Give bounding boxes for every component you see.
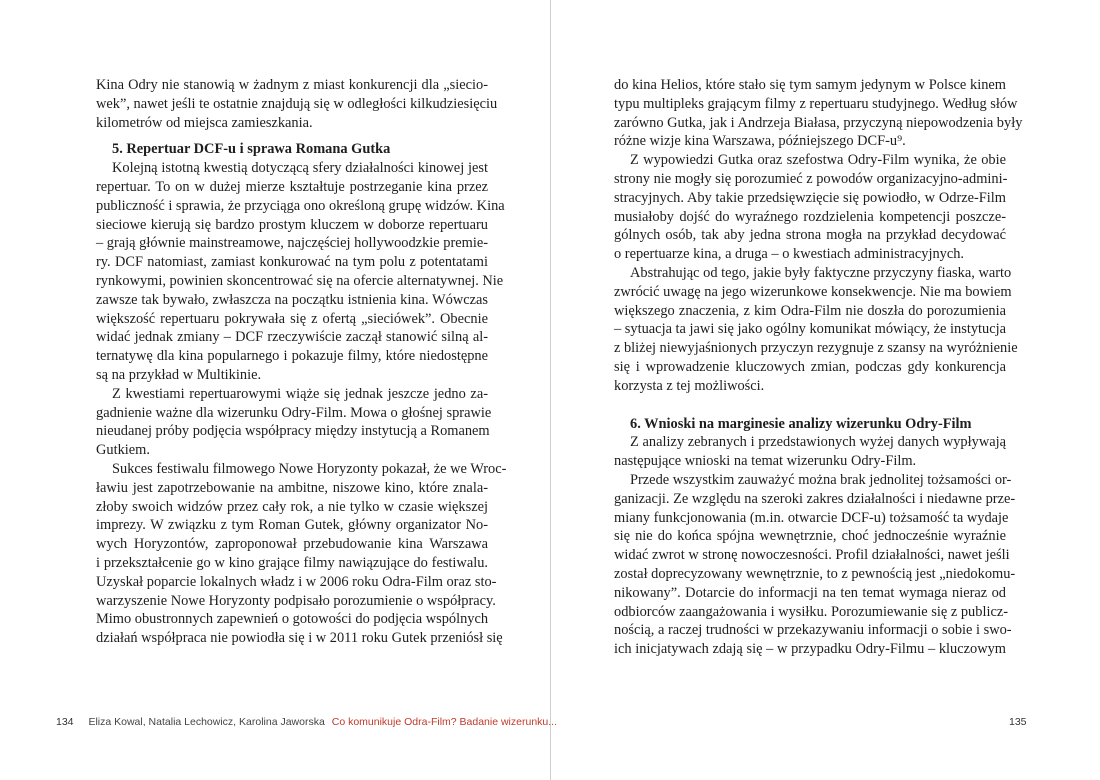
text-line: ternatywę dla kina popularnego i pokazuje filmy, które niedostępne: [96, 348, 488, 365]
text-line: zwrócić uwagę na jego wizerunkowe konsekwencje. Nie ma bowiem: [614, 283, 1012, 300]
left-page-text: [96, 76, 507, 648]
text-line: Przede wszystkim zauważyć można brak jednolitej tożsamości or-: [630, 471, 1012, 488]
page-number: 135: [1009, 716, 1027, 728]
text-line: ganizacji. Ze względu na szeroki zakres działalności i niedawne prze-: [614, 490, 1016, 507]
text-line: Kina Odry nie stanowią w żadnym z miast konkurencji dla „siecio-: [96, 77, 488, 93]
text-line: większego znaczenia, z kim Odra-Film nie doszła do porozumienia: [614, 302, 1006, 319]
text-line: wek”, nawet jeśli te ostatnie znajdują się w odległości kilkudziesięciu: [96, 95, 498, 112]
text-line: korzysta z tej możliwości.: [614, 377, 765, 394]
text-line: kilometrów od miejsca zamieszkania.: [96, 114, 313, 131]
page-number: 134: [56, 716, 74, 728]
text-line: zawsze tak bywało, zwłaszcza na początku istnienia kina. Wówczas: [96, 291, 488, 308]
text-line: Sukces festiwalu filmowego Nowe Horyzonty pokazał, że we Wroc-: [112, 460, 507, 477]
text-line: publiczność i sprawia, że przyciąga ono określoną grupę widzów. Kina: [96, 197, 505, 214]
text-line: Gutkiem.: [96, 442, 150, 459]
text-line: do kina Helios, które stało się tym samym jedynym w Polsce kinem: [614, 77, 1006, 93]
text-line: nością, a raczej trudności w przekazywaniu informacji o sobie i swo-: [614, 622, 1012, 639]
text-line: Abstrahując od tego, jakie były faktyczne przyczyny fiaska, warto: [630, 264, 1012, 281]
text-line: ry. DCF natomiast, zamiast konkurować na tym polu z potentatami: [96, 254, 488, 271]
text-line: następujące wnioski na temat wizerunku Odry-Film.: [614, 453, 917, 470]
text-line: z bliżej niewyjaśnionych przyczyn rezygnuje z szansy na wyróżnienie: [614, 340, 1018, 357]
text-line: i przekształcenie go w kino grające filmy nawiązujące do festiwalu.: [96, 554, 488, 571]
text-line: Mimo obustronnych zapewnień o gotowości do podjęcia wspólnych: [96, 611, 489, 628]
text-line: gólnych osób, tak aby jedna strona mogła na przykład decydować: [614, 227, 1006, 244]
running-head-authors: Eliza Kowal, Natalia Lechowicz, Karolina Jaworska: [88, 716, 325, 728]
paragraph-gap: [614, 396, 1006, 407]
right-page: [551, 0, 1100, 780]
text-line: – grają głównie mainstreamowe, najczęściej hollywoodzkie premie-: [96, 235, 488, 252]
text-line: ich inicjatywach zdają się – w przypadku Odry-Filmu – kluczowym: [614, 641, 1006, 658]
text-line: nieudanej próby podjęcia współpracy między instytucją a Romanem: [96, 423, 490, 440]
text-line: działań współpraca nie powiodła się i w 2011 roku Gutek przeniósł się: [96, 630, 503, 647]
section-heading: 6. Wnioski na marginesie analizy wizerunku Odry-Film: [630, 415, 972, 432]
text-line: się i wprowadzenie kluczowych zmian, podczas gdy konkurencja: [614, 358, 1006, 375]
text-line: są na przykład w Multikinie.: [96, 366, 262, 383]
text-line: o repertuarze kina, a druga – o kwestiach administracyjnych.: [614, 246, 965, 263]
text-line: się nie do końca spójna wewnętrznie, choć jednocześnie wyraźnie: [614, 528, 1006, 545]
text-line: złoby swoich widzów przez cały rok, a nie tylko w czasie większej: [96, 498, 488, 515]
text-line: imprezy. W związku z tym Roman Gutek, główny organizator No-: [96, 517, 488, 534]
running-head-title: Co komunikuje Odra-Film? Badanie wizerunku...: [331, 716, 557, 728]
text-line: – sytuacja ta jawi się jako ogólny komunikat mówiący, że instytucja: [614, 321, 1006, 338]
text-line: Z wypowiedzi Gutka oraz szefostwa Odry-Film wynika, że obie: [630, 152, 1006, 169]
text-line: stracyjnych. Aby takie przedsięwzięcie się powiodło, w Odrze-Film: [614, 189, 1006, 206]
right-page-text: [614, 76, 1023, 659]
text-line: widać zwrot w stronę nowoczesności. Profil działalności, nawet jeśli: [614, 547, 1010, 564]
text-line: wych Horyzontów, zaproponował przebudowanie kina Warszawa: [96, 536, 488, 553]
text-line: miany funkcjonowania (m.in. otwarcie DCF-u) tożsamość ta wydaje: [614, 509, 1009, 526]
text-line: Kolejną istotną kwestią dotyczącą sfery działalności kinowej jest: [112, 160, 488, 177]
text-line: widać jednak zmiany – DCF rzeczywiście zaczął stanowić silną al-: [96, 329, 488, 346]
text-line: rynkowymi, powinien skoncentrować się na ofercie alternatywnej. Nie: [96, 272, 504, 289]
text-line: nikowany”. Dotarcie do informacji na ten temat wymaga nieraz od: [614, 584, 1006, 601]
left-page-footer: [56, 716, 557, 728]
text-line: większość repertuaru pokrywała się z ofertą „sieciówek”. Obecnie: [96, 310, 488, 327]
text-line: sieciowe kierują się bardzo prostym kluczem w doborze repertuaru: [96, 216, 488, 233]
text-line: gadnienie ważne dla wizerunku Odry-Film. Mowa o głośnej sprawie: [96, 404, 492, 421]
text-line: warzyszenie Nowe Horyzonty podpisało porozumienie o współpracy.: [96, 592, 496, 609]
text-line: repertuar. To on w dużej mierze kształtuje postrzeganie kina przez: [96, 178, 488, 195]
section-heading: 5. Repertuar DCF-u i sprawa Romana Gutka: [112, 141, 391, 158]
text-line: Z kwestiami repertuarowymi wiąże się jednak jeszcze jedno za-: [112, 385, 488, 402]
text-line: odbiorców zaangażowania i wysiłku. Porozumiewanie się z publicz-: [614, 603, 1009, 620]
text-line: zarówno Gutka, jak i Andrzeja Białasa, przyczyną niepowodzenia były: [614, 114, 1023, 131]
text-line: został doprecyzowany wewnętrznie, to z pewnością jest „niedokomu-: [614, 565, 1016, 582]
text-line: Uzyskał poparcie lokalnych władz i w 2006 roku Odra-Film oraz sto-: [96, 573, 497, 590]
text-line: Z analizy zebranych i przedstawionych wyżej danych wypływają: [630, 434, 1006, 451]
text-line: strony nie mogły się porozumieć z powodów organizacyjno-admini-: [614, 170, 1008, 187]
text-line: typu multipleks grającym filmy z repertuaru studyjnego. Według słów: [614, 95, 1018, 112]
text-line: musiałoby dojść do wyraźnego rozdzielenia kompetencji poszcze-: [614, 208, 1006, 225]
text-line: różne wizje kina Warszawa, późniejszego DCF-u⁹.: [614, 133, 906, 150]
text-line: ławiu jest zapotrzebowanie na ambitne, niszowe kino, które znala-: [96, 479, 488, 496]
